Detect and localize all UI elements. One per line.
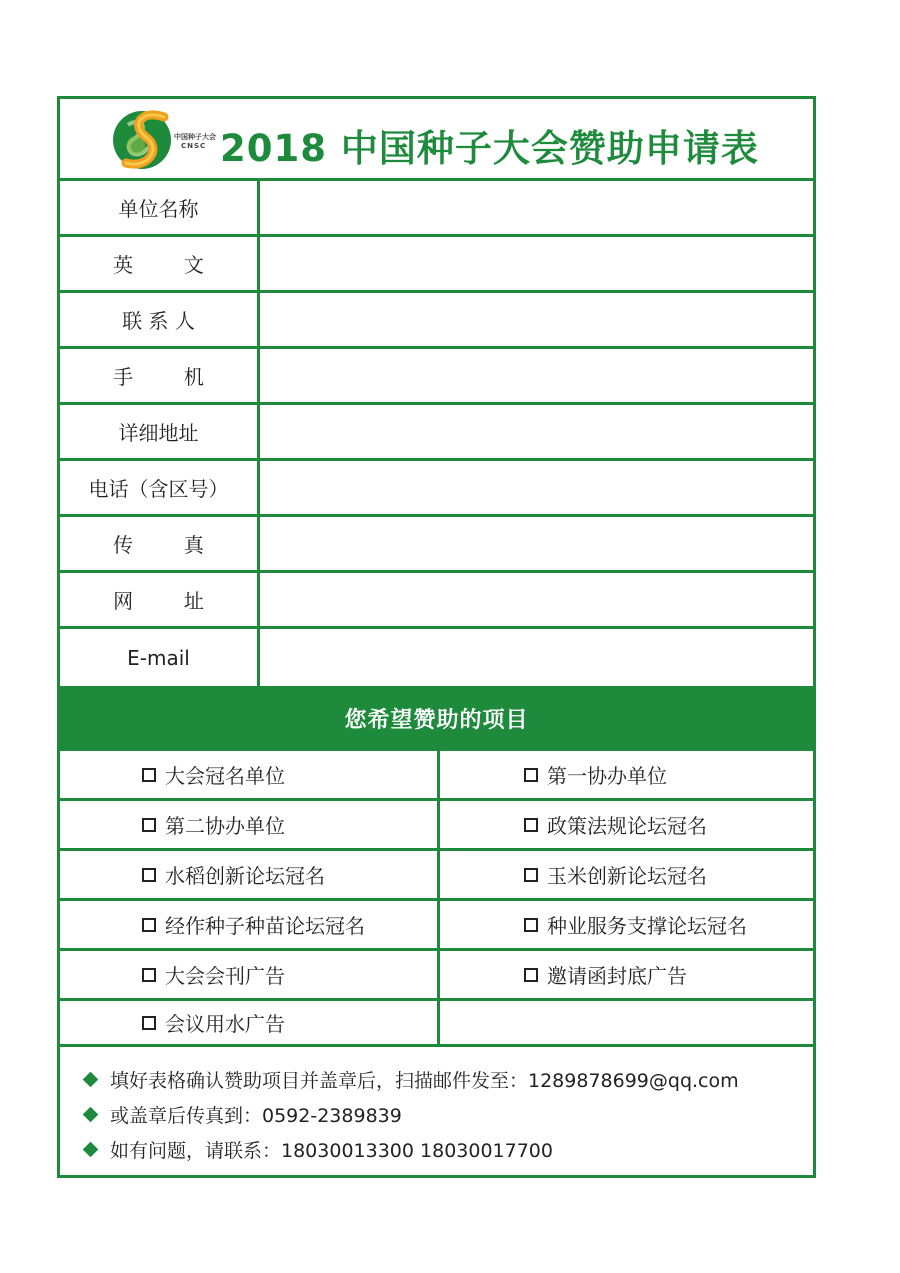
option-row bbox=[60, 801, 813, 851]
info-label: 英 文 bbox=[60, 237, 260, 290]
option-label: 政策法规论坛冠名 bbox=[547, 814, 707, 838]
option-label: 邀请函封底广告 bbox=[547, 964, 687, 988]
option-label: 大会会刊广告 bbox=[165, 964, 285, 988]
info-row-fax bbox=[60, 517, 813, 573]
sponsor-section-title: 您希望赞助的项目 bbox=[60, 686, 813, 751]
option-label: 玉米创新论坛冠名 bbox=[547, 864, 707, 888]
info-row-unit-name bbox=[60, 181, 813, 237]
english-name-field[interactable] bbox=[260, 237, 813, 290]
checkbox[interactable] bbox=[142, 1016, 156, 1030]
option-label: 水稻创新论坛冠名 bbox=[165, 864, 325, 888]
notes-section bbox=[60, 1047, 813, 1175]
diamond-bullet-icon bbox=[83, 1107, 99, 1123]
fax-field[interactable] bbox=[260, 517, 813, 570]
logo-english-text: CNSC bbox=[181, 142, 207, 150]
option-cash-crop-forum[interactable] bbox=[60, 901, 440, 948]
option-label: 大会冠名单位 bbox=[165, 764, 285, 788]
info-label: 详细地址 bbox=[60, 405, 260, 458]
info-row-contact bbox=[60, 293, 813, 349]
checkbox[interactable] bbox=[142, 768, 156, 782]
info-label: 联 系 人 bbox=[60, 293, 260, 346]
address-field[interactable] bbox=[260, 405, 813, 458]
info-row-mobile bbox=[60, 349, 813, 405]
checkbox[interactable] bbox=[524, 768, 538, 782]
option-policy-forum[interactable] bbox=[440, 801, 813, 848]
contact-person-field[interactable] bbox=[260, 293, 813, 346]
checkbox[interactable] bbox=[524, 818, 538, 832]
option-label: 第二协办单位 bbox=[165, 814, 285, 838]
option-row bbox=[60, 901, 813, 951]
option-label: 第一协办单位 bbox=[547, 764, 667, 788]
option-label: 经作种子种苗论坛冠名 bbox=[165, 914, 365, 938]
info-label: E-mail bbox=[60, 629, 260, 686]
note-text: 或盖章后传真到：0592-2389839 bbox=[110, 1105, 402, 1127]
checkbox[interactable] bbox=[142, 818, 156, 832]
option-rice-forum[interactable] bbox=[60, 851, 440, 898]
option-corn-forum[interactable] bbox=[440, 851, 813, 898]
note-text: 填好表格确认赞助项目并盖章后，扫描邮件发至：1289878699@qq.com bbox=[110, 1070, 739, 1092]
checkbox[interactable] bbox=[142, 918, 156, 932]
option-row bbox=[60, 1001, 813, 1047]
info-label: 传 真 bbox=[60, 517, 260, 570]
form-header bbox=[60, 99, 813, 181]
info-label: 手 机 bbox=[60, 349, 260, 402]
option-first-co-organizer[interactable] bbox=[440, 751, 813, 798]
sponsorship-form bbox=[57, 96, 816, 1178]
info-row-address bbox=[60, 405, 813, 461]
option-row bbox=[60, 951, 813, 1001]
checkbox[interactable] bbox=[142, 868, 156, 882]
option-second-co-organizer[interactable] bbox=[60, 801, 440, 848]
diamond-bullet-icon bbox=[83, 1142, 99, 1158]
option-row bbox=[60, 751, 813, 801]
option-title-sponsor[interactable] bbox=[60, 751, 440, 798]
option-water-ad[interactable] bbox=[60, 1001, 440, 1044]
info-label: 单位名称 bbox=[60, 181, 260, 234]
note-item bbox=[82, 1136, 553, 1163]
info-row-email bbox=[60, 629, 813, 686]
diamond-bullet-icon bbox=[83, 1072, 99, 1088]
option-journal-ad[interactable] bbox=[60, 951, 440, 998]
info-label: 网 址 bbox=[60, 573, 260, 626]
note-item bbox=[82, 1066, 739, 1093]
option-empty-cell bbox=[440, 1001, 813, 1044]
option-invitation-ad[interactable] bbox=[440, 951, 813, 998]
phone-field[interactable] bbox=[260, 461, 813, 514]
checkbox[interactable] bbox=[524, 918, 538, 932]
mobile-field[interactable] bbox=[260, 349, 813, 402]
website-field[interactable] bbox=[260, 573, 813, 626]
email-field[interactable] bbox=[260, 629, 813, 686]
option-row bbox=[60, 851, 813, 901]
option-label: 会议用水广告 bbox=[165, 1012, 285, 1036]
cnsc-logo-icon bbox=[112, 107, 178, 173]
info-label: 电话（含区号） bbox=[60, 461, 260, 514]
info-row-english bbox=[60, 237, 813, 293]
note-item bbox=[82, 1101, 402, 1128]
info-row-phone bbox=[60, 461, 813, 517]
note-text: 如有问题，请联系：18030013300 18030017700 bbox=[110, 1140, 553, 1162]
checkbox[interactable] bbox=[524, 968, 538, 982]
checkbox[interactable] bbox=[524, 868, 538, 882]
info-row-website bbox=[60, 573, 813, 629]
option-service-forum[interactable] bbox=[440, 901, 813, 948]
unit-name-field[interactable] bbox=[260, 181, 813, 234]
logo-chinese-text: 中国种子大会 bbox=[174, 133, 216, 141]
form-title: 2018 中国种子大会赞助申请表 bbox=[220, 127, 759, 170]
option-label: 种业服务支撑论坛冠名 bbox=[547, 914, 747, 938]
checkbox[interactable] bbox=[142, 968, 156, 982]
